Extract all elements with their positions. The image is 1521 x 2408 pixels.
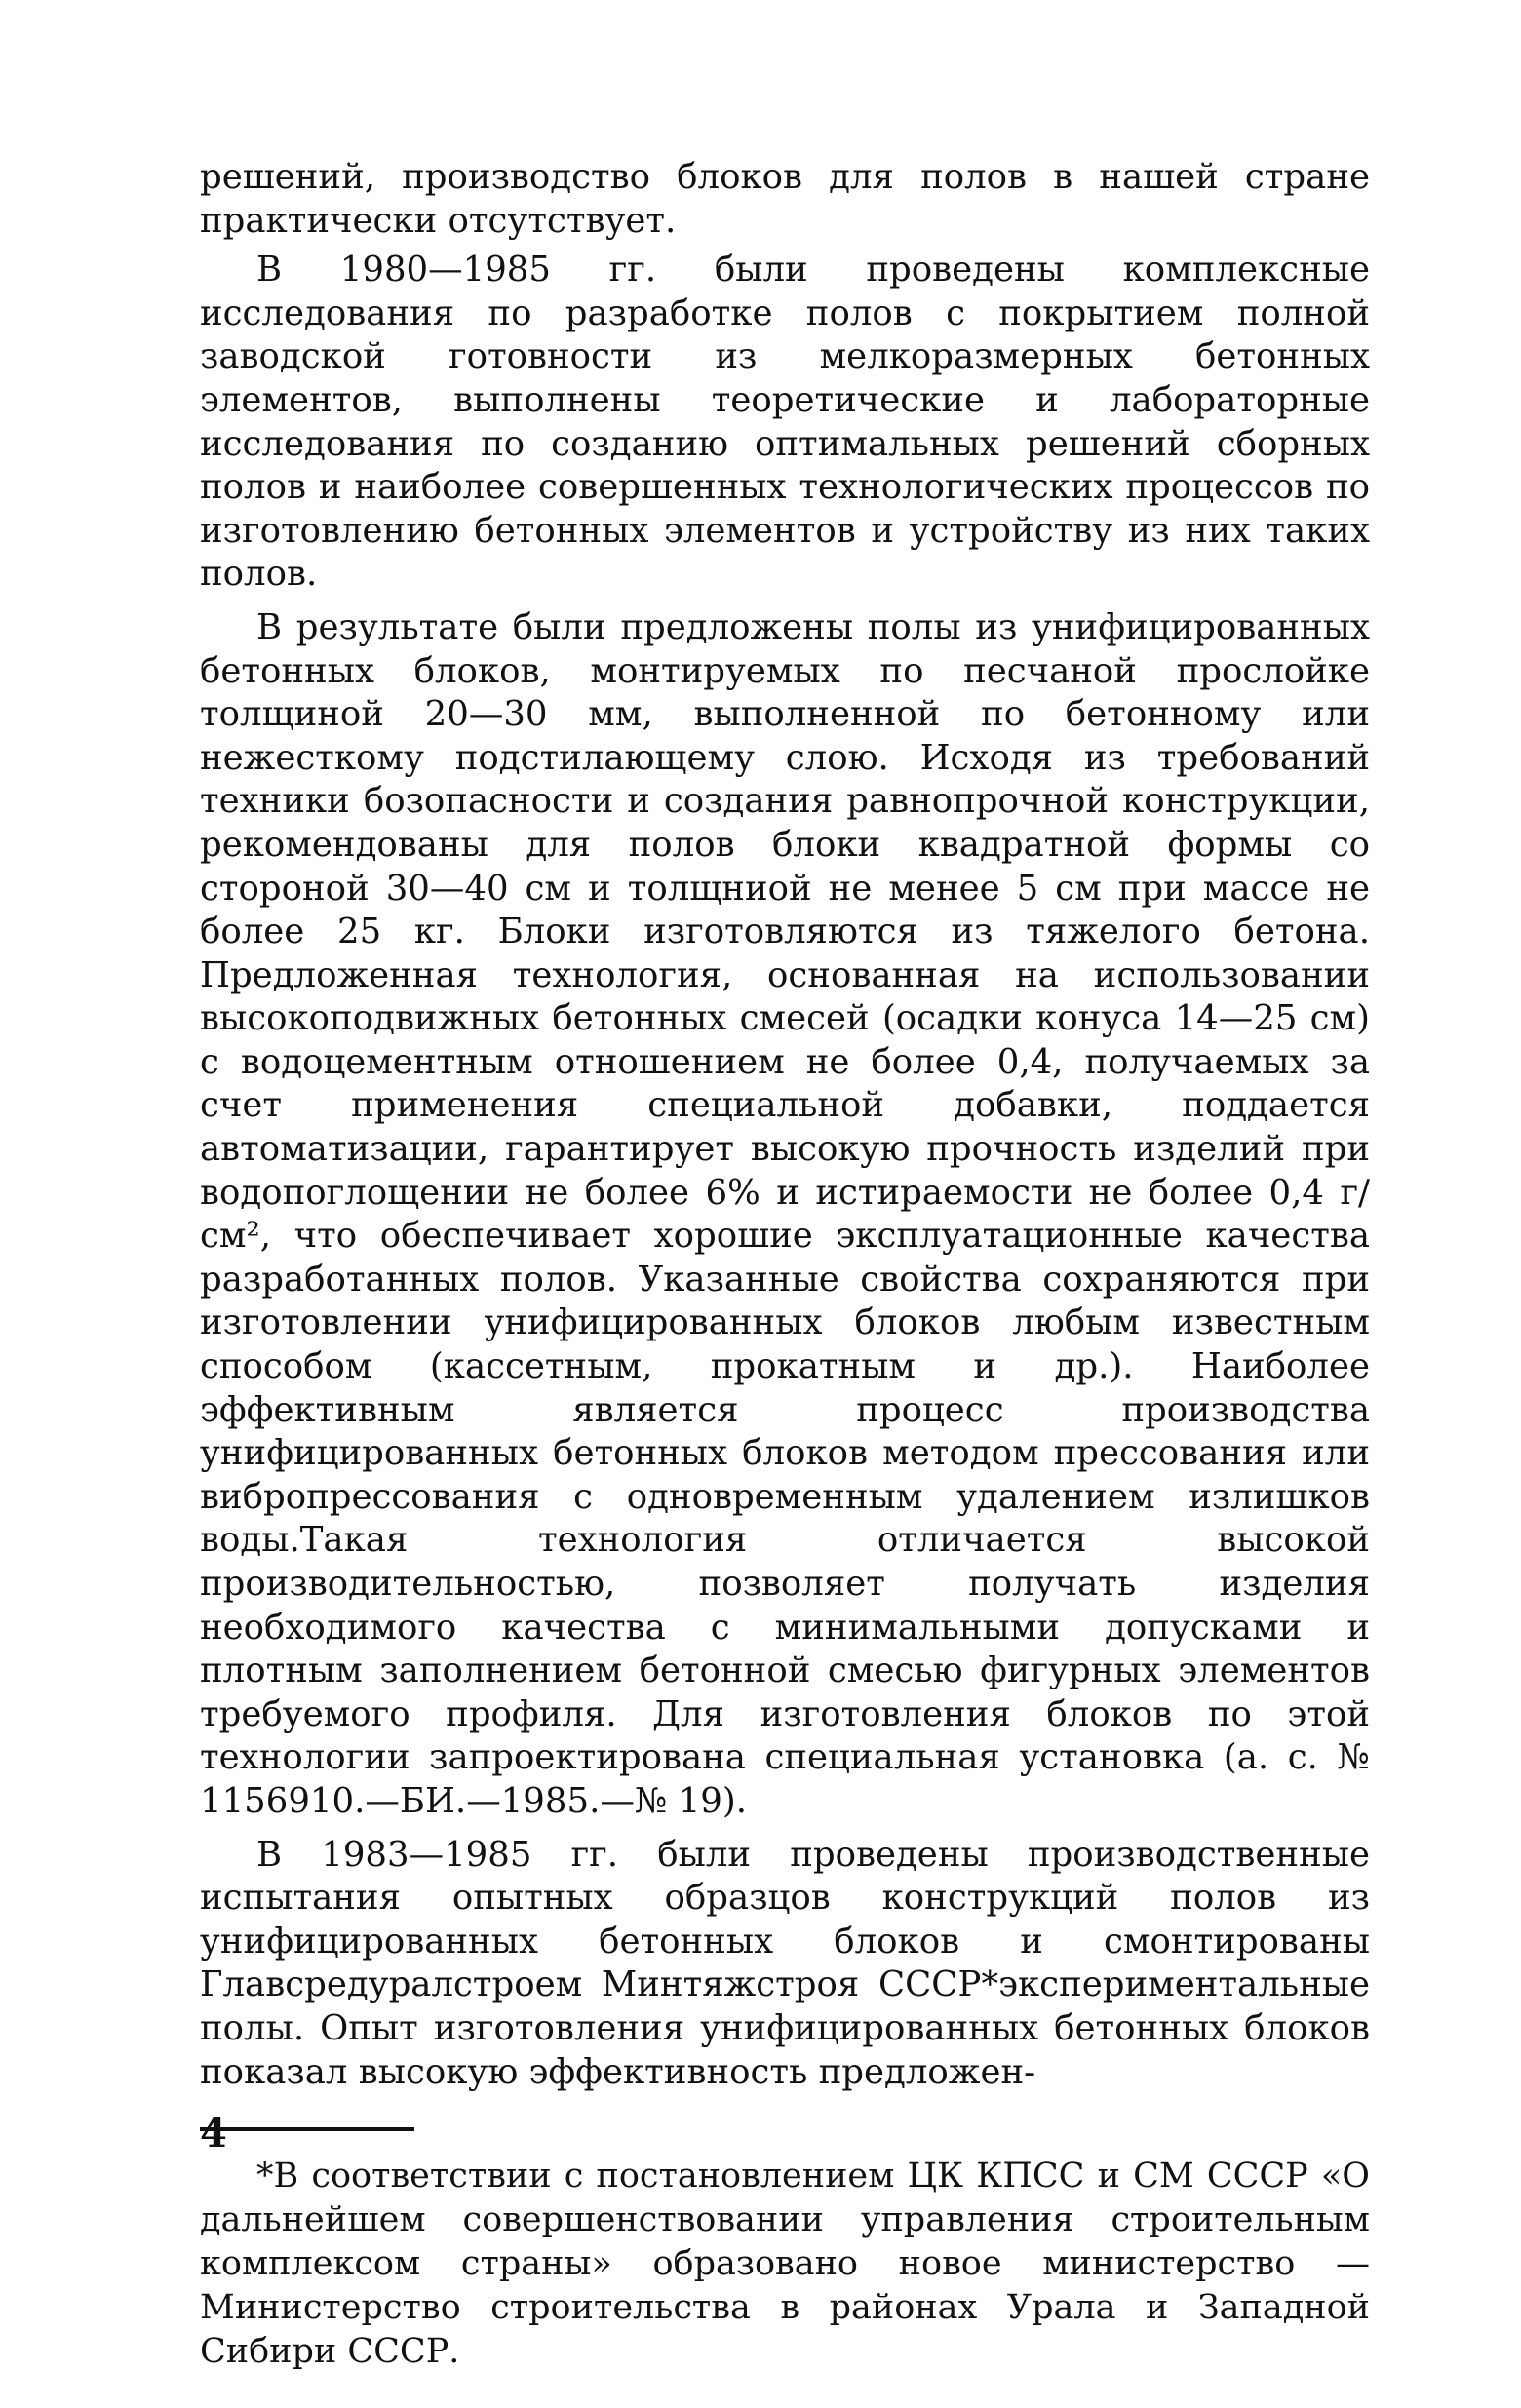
footnote: *В соответствии с постановлением ЦК КПСС и СМ СССР «О дальнейшем совершенствовании управления строительным комплексом страны» образовано новое министерство — Министерство строительства в районах Урала и Западной Сибири СССР. [200,2156,1370,2372]
paragraph-results: В результате были предложены полы из унифицированных бетонных блоков, монтируемых по песчаной прослойке толщиной 20—30 мм, выполненной по бетонному или нежесткому подстилающему слою. Исходя из требований техники бозопасности и создания равнопрочной конструкции, рекомендованы для полов блоки квадратной формы со стороной 30—40 см и толщниой не менее 5 см при массе не более 25 кг. Блоки изготовляются из тяжелого бетона. Предложенная технология, основанная на использовании высокоподвижных бетонных смесей (осадки конуса 14—25 см) с водоцементным отношением не более 0,4, получаемых за счет применения специальной добавки, поддается автоматизации, гарантирует высокую прочность изделий при водопоглощении не более 6% и истираемости не более 0,4 г/см², что обеспечивает хорошие эксплуатационные качества разработанных полов. Указанные свойства сохраняются при изготовлении унифицированных блоков любым известным способом (кассетным, прокатным и др.). Наиболее эффективным является процесс производства унифицированных бетонных блоков методом прессования или вибропрессования с одновременным удалением излишков воды.Такая технология отличается высокой производительностью, позволяет получать изделия необходимого качества с минимальными допусками и плотным заполнением бетонной смесью фигурных элементов требуемого профиля. Для изготовления блоков по этой технологии запроектирована специальная установка (а. с. № 1156910.—БИ.—1985.—№ 19). [200,606,1370,1821]
paragraph-continuation: решений, производство блоков для полов в нашей стране практически отсутствует. [200,157,1370,241]
page-body [200,156,1370,2408]
page-number: 4 [200,2111,227,2156]
paragraph-testing-1983: В 1983—1985 гг. были проведены производственные испытания опытных образцов конструкций полов из унифицированных бетонных блоков и смонтированы Главсредуралстроем Минтяжстроя СССР*экспериментальные полы. Опыт изготовления унифицированных бетонных блоков показал высокую эффективность предложен- [200,1834,1370,2092]
paragraph-research-1980: В 1980—1985 гг. были проведены комплексные исследования по разработке полов с покрытием полной заводской готовности из мелкоразмерных бетонных элементов, выполнены теоретические и лабораторные исследования по созданию оптимальных решений сборных полов и наиболее совершенных технологических процессов по изготовлению бетонных элементов и устройству из них таких полов. [200,250,1370,595]
footnote-divider [200,2127,414,2131]
